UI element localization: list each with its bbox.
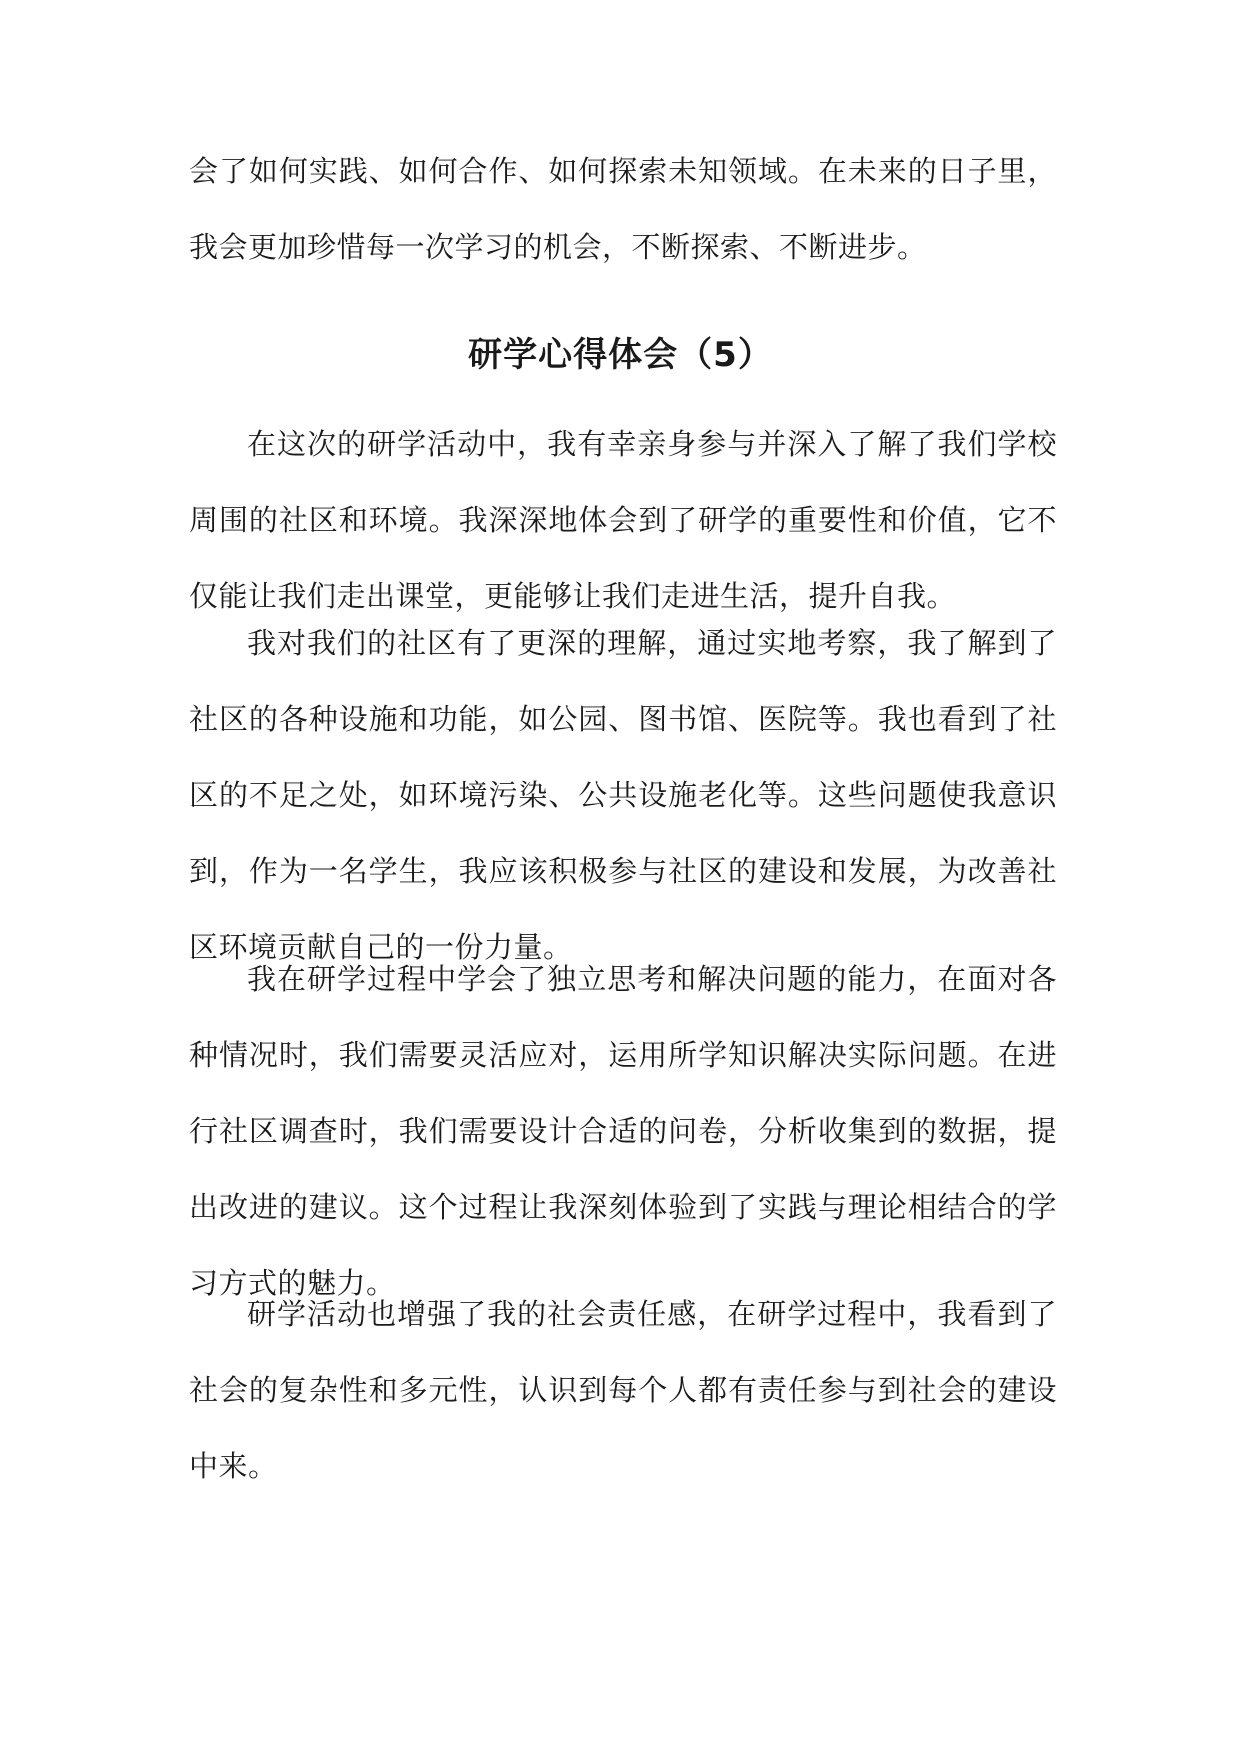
paragraph-4: 研学活动也增强了我的社会责任感，在研学过程中，我看到了社会的复杂性和多元性，认识到每个人都有责任参与到社会的建设中来。 (189, 1297, 1057, 1483)
continuation-paragraph: 会了如何实践、如何合作、如何探索未知领域。在未来的日子里，我会更加珍惜每一次学习的机会，不断探索、不断进步。 (189, 154, 1057, 264)
section-title: 研学心得体会（5） (468, 335, 773, 375)
paragraph-3: 我在研学过程中学会了独立思考和解决问题的能力，在面对各种情况时，我们需要灵活应对，运用所学知识解决实际问题。在进行社区调查时，我们需要设计合适的问卷，分析收集到的数据，提出改进的建议。这个过程让我深刻体验到了实践与理论相结合的学习方式的魅力。 (189, 962, 1057, 1300)
paragraph-2: 我对我们的社区有了更深的理解，通过实地考察，我了解到了社区的各种设施和功能，如公园、图书馆、医院等。我也看到了社区的不足之处，如环境污染、公共设施老化等。这些问题使我意识到，作为一名学生，我应该积极参与社区的建设和发展，为改善社区环境贡献自己的一份力量。 (189, 626, 1057, 964)
paragraph-1: 在这次的研学活动中，我有幸亲身参与并深入了解了我们学校周围的社区和环境。我深深地体会到了研学的重要性和价值，它不仅能让我们走出课堂，更能够让我们走进生活，提升自我。 (189, 427, 1057, 613)
